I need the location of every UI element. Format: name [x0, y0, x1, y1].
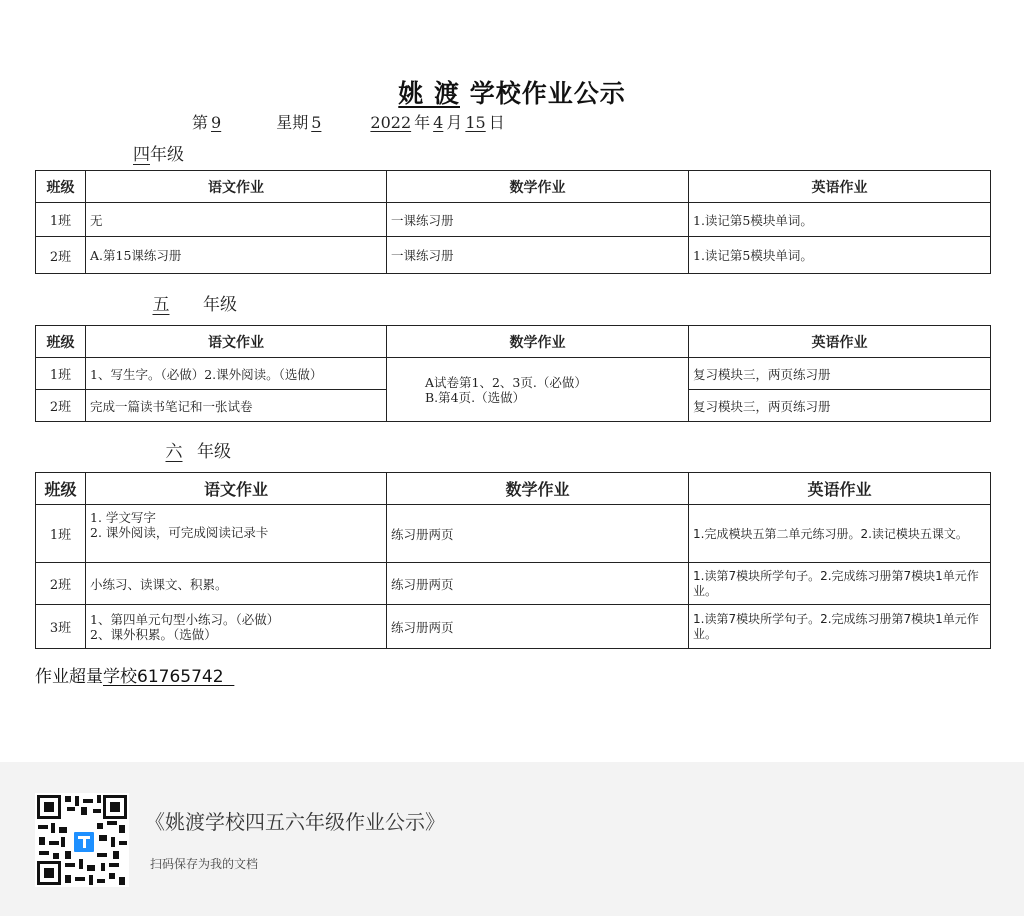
- table-row: [36, 237, 991, 274]
- english-cell: 1.完成模块五第二单元练习册。2.读记模块五课文。: [689, 505, 991, 563]
- footer-doc-title[interactable]: 《姚渡学校四五六年级作业公示》: [145, 810, 445, 834]
- header-chinese: 语文作业: [86, 171, 387, 203]
- day-suffix: 日: [488, 113, 505, 132]
- table-row: [36, 605, 991, 649]
- table-header-row: [36, 171, 991, 203]
- overload-label: 作业超量: [35, 667, 103, 687]
- doc-app-logo-icon: [72, 830, 96, 854]
- date-line: [192, 110, 505, 133]
- overload-value: 学校61765742: [103, 667, 224, 687]
- table-row: [36, 203, 991, 237]
- math-cell: 练习册两页: [387, 505, 689, 563]
- header-english: 英语作业: [689, 473, 991, 505]
- header-chinese: 语文作业: [86, 473, 387, 505]
- math-cell: 一课练习册: [387, 237, 689, 274]
- day-value: 15: [465, 113, 486, 132]
- class-cell: 2班: [36, 563, 86, 605]
- title-text: 学校作业公示: [460, 79, 626, 108]
- math-merged-cell: A试卷第1、2、3页.（必做） B.第4页.（选做）: [387, 358, 689, 422]
- year-value: 2022: [370, 113, 412, 132]
- table-row: [36, 505, 991, 563]
- chinese-cell: 1. 学文写字 2. 课外阅读，可完成阅读记录卡: [86, 505, 387, 563]
- month-value: 4: [433, 113, 444, 132]
- class-cell: 1班: [36, 358, 86, 390]
- english-cell: 1.读第7模块所学句子。2.完成练习册第7模块1单元作业。: [689, 563, 991, 605]
- grade4-suffix: 年级: [150, 145, 184, 165]
- english-cell: 复习模块三，两页练习册: [689, 358, 991, 390]
- chinese-cell: 1、第四单元句型小练习。（必做） 2、课外积累。（选做）: [86, 605, 387, 649]
- class-cell: 2班: [36, 390, 86, 422]
- header-class: 班级: [36, 326, 86, 358]
- grade6-suffix: 年级: [197, 442, 231, 462]
- chinese-cell: 1、写生字。（必做）2.课外阅读。（选做）: [86, 358, 387, 390]
- overload-contact: [35, 662, 234, 687]
- year-suffix: 年: [414, 113, 431, 132]
- math-cell: 练习册两页: [387, 605, 689, 649]
- header-math: 数学作业: [387, 171, 689, 203]
- footer-subtitle: 扫码保存为我的文档: [150, 857, 259, 871]
- page-title: [0, 74, 1024, 110]
- english-cell: 复习模块三，两页练习册: [689, 390, 991, 422]
- week-number: 9: [211, 113, 222, 132]
- header-math: 数学作业: [387, 326, 689, 358]
- header-math: 数学作业: [387, 473, 689, 505]
- weekday-prefix: 星期: [276, 113, 309, 132]
- week-prefix: 第: [192, 113, 209, 132]
- english-cell: 1.读记第5模块单词。: [689, 237, 991, 274]
- class-cell: 1班: [36, 203, 86, 237]
- table-header-row: [36, 326, 991, 358]
- table-row: [36, 563, 991, 605]
- class-cell: 2班: [36, 237, 86, 274]
- chinese-cell: 无: [86, 203, 387, 237]
- english-cell: 1.读第7模块所学句子。2.完成练习册第7模块1单元作业。: [689, 605, 991, 649]
- chinese-cell: 小练习、读课文、积累。: [86, 563, 387, 605]
- header-english: 英语作业: [689, 171, 991, 203]
- save-footer: [0, 762, 1024, 916]
- grade4-heading: [133, 140, 184, 165]
- header-class: 班级: [36, 171, 86, 203]
- qr-code-icon[interactable]: [35, 793, 129, 887]
- grade5-heading: [133, 290, 237, 315]
- grade5-name: 五: [152, 295, 170, 315]
- header-class: 班级: [36, 473, 86, 505]
- math-cell: 一课练习册: [387, 203, 689, 237]
- math-cell: 练习册两页: [387, 563, 689, 605]
- english-cell: 1.读记第5模块单词。: [689, 203, 991, 237]
- chinese-cell: A.第15课练习册: [86, 237, 387, 274]
- grade6-name: 六: [165, 442, 183, 462]
- table-row: [36, 358, 991, 390]
- school-name: 姚 渡: [398, 79, 460, 108]
- grade4-name: 四: [133, 145, 150, 165]
- grade5-table: [35, 325, 991, 422]
- table-header-row: [36, 473, 991, 505]
- grade4-table: [35, 170, 991, 274]
- header-chinese: 语文作业: [86, 326, 387, 358]
- grade6-table: [35, 472, 991, 649]
- month-suffix: 月: [446, 113, 463, 132]
- grade5-suffix: 年级: [203, 295, 237, 315]
- weekday-value: 5: [311, 113, 322, 132]
- class-cell: 1班: [36, 505, 86, 563]
- header-english: 英语作业: [689, 326, 991, 358]
- grade6-heading: [151, 437, 231, 462]
- class-cell: 3班: [36, 605, 86, 649]
- chinese-cell: 完成一篇读书笔记和一张试卷: [86, 390, 387, 422]
